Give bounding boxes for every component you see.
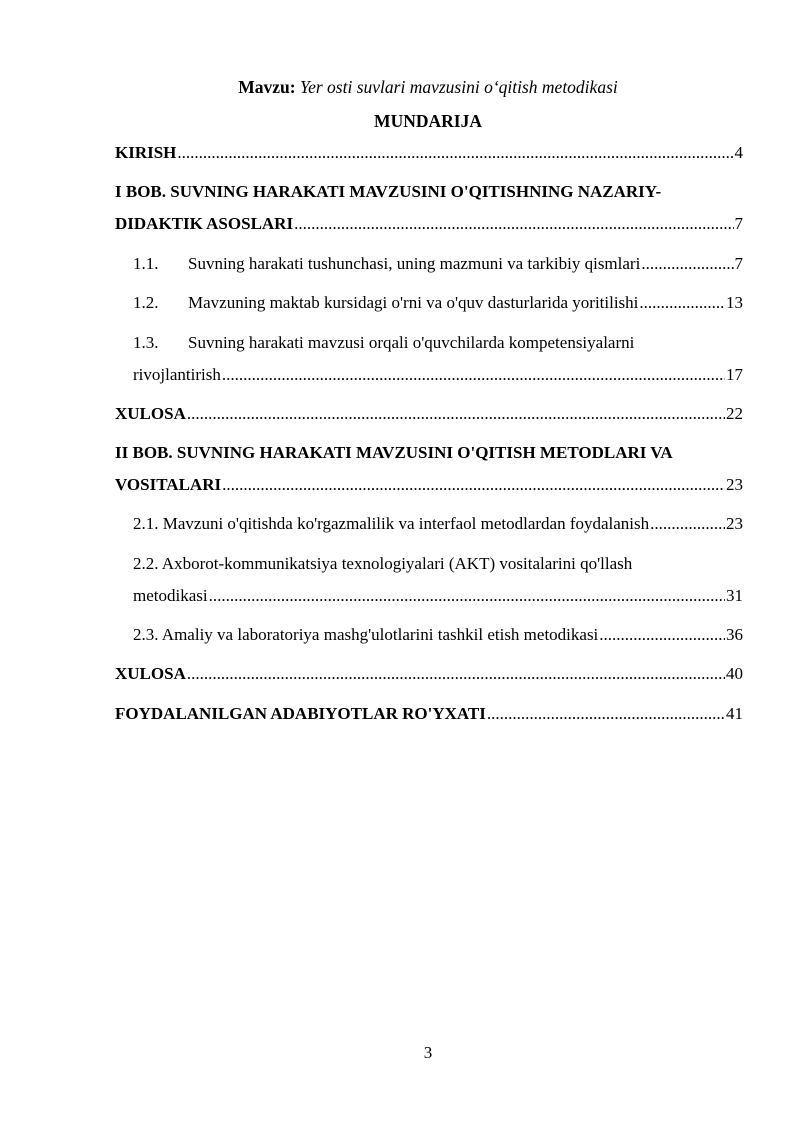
topic-line xyxy=(0,76,800,98)
toc-section-number: 1.1. xyxy=(133,254,159,273)
toc-entry-1-1 xyxy=(133,253,743,275)
toc-entry-kirish xyxy=(115,142,743,164)
toc-entry-label: 2.1. Mavzuni o'qitishda ko'rgazmalilik va interfaol metodlardan foydalanish xyxy=(133,514,650,533)
toc-entry-bob1-line1: I BOB. SUVNING HARAKATI MAVZUSINI O'QITISHNING NAZARIY- xyxy=(115,182,662,201)
toc-entry-bob1 xyxy=(115,213,743,235)
toc-entry-adabiyotlar xyxy=(115,703,743,725)
toc-entry-label: Suvning harakati mavzusi orqali o'quvchilarda kompetensiyalarni xyxy=(188,333,635,352)
toc-entry-label: FOYDALANILGAN ADABIYOTLAR RO'YXATI xyxy=(115,704,486,723)
toc-page-number: 23 xyxy=(726,475,743,494)
toc-entry-2-2-line1: 2.2. Axborot-kommunikatsiya texnologiyalari (AKT) vositalarini qo'llash xyxy=(133,554,633,573)
toc-leader-dots xyxy=(639,292,725,314)
toc-entry-bob2 xyxy=(115,474,743,496)
toc-page-number: 4 xyxy=(734,143,743,162)
toc-entry-1-3-line1 xyxy=(133,332,743,354)
toc-leader-dots xyxy=(177,142,733,164)
toc-entry-label: Suvning harakati tushunchasi, uning mazmuni va tarkibiy qismlari xyxy=(188,254,641,273)
toc-page-number: 22 xyxy=(726,404,743,423)
page-number: 3 xyxy=(423,1043,433,1062)
toc-entry-2-3 xyxy=(133,624,743,646)
toc-entry-1-3 xyxy=(133,364,743,386)
toc-entry-xulosa-1 xyxy=(115,403,743,425)
toc-entry-2-1 xyxy=(133,513,743,535)
toc-entry-2-2 xyxy=(133,585,743,607)
toc-leader-dots xyxy=(487,703,725,725)
toc-entry-label: rivojlantirish xyxy=(133,365,221,384)
topic-title: Yer osti suvlari mavzusini o‘qitish metodikasi xyxy=(299,77,618,97)
toc-page-number: 31 xyxy=(726,586,743,605)
toc-leader-dots xyxy=(209,585,725,607)
toc-page-number: 36 xyxy=(726,625,743,644)
toc-entry-label: DIDAKTIK ASOSLARI xyxy=(115,214,294,233)
toc-section-number: 1.2. xyxy=(133,293,159,312)
toc-entry-xulosa-2 xyxy=(115,663,743,685)
toc-heading: MUNDARIJA xyxy=(374,111,482,131)
toc-leader-dots xyxy=(650,513,725,535)
toc-leader-dots xyxy=(222,474,725,496)
topic-label: Mavzu: xyxy=(238,77,296,97)
toc-page-number: 7 xyxy=(734,254,743,273)
toc-entry-label: KIRISH xyxy=(115,143,177,162)
toc-entry-label: VOSITALARI xyxy=(115,475,222,494)
toc-page-number: 13 xyxy=(726,293,743,312)
toc-entry-label: Mavzuning maktab kursidagi o'rni va o'quv dasturlarida yoritilishi xyxy=(188,293,639,312)
toc-leader-dots xyxy=(187,403,725,425)
toc-page-number: 17 xyxy=(726,365,743,384)
toc-entry-1-2 xyxy=(133,292,743,314)
toc-entry-label: metodikasi xyxy=(133,586,208,605)
toc-leader-dots xyxy=(222,364,725,386)
toc-section-number: 1.3. xyxy=(133,333,159,352)
toc-leader-dots xyxy=(641,253,733,275)
toc-page-number: 23 xyxy=(726,514,743,533)
toc-leader-dots xyxy=(294,213,733,235)
toc-entry-label: 2.3. Amaliy va laboratoriya mashg'ulotlarini tashkil etish metodikasi xyxy=(133,625,599,644)
toc-entry-label: XULOSA xyxy=(115,404,186,423)
toc-leader-dots xyxy=(599,624,725,646)
toc-leader-dots xyxy=(187,663,725,685)
toc-entry-bob2-line1: II BOB. SUVNING HARAKATI MAVZUSINI O'QITISH METODLARI VA xyxy=(115,443,673,462)
toc-entry-label: XULOSA xyxy=(115,664,186,683)
toc-page-number: 41 xyxy=(726,704,743,723)
toc-page-number: 7 xyxy=(734,214,743,233)
toc-page-number: 40 xyxy=(726,664,743,683)
